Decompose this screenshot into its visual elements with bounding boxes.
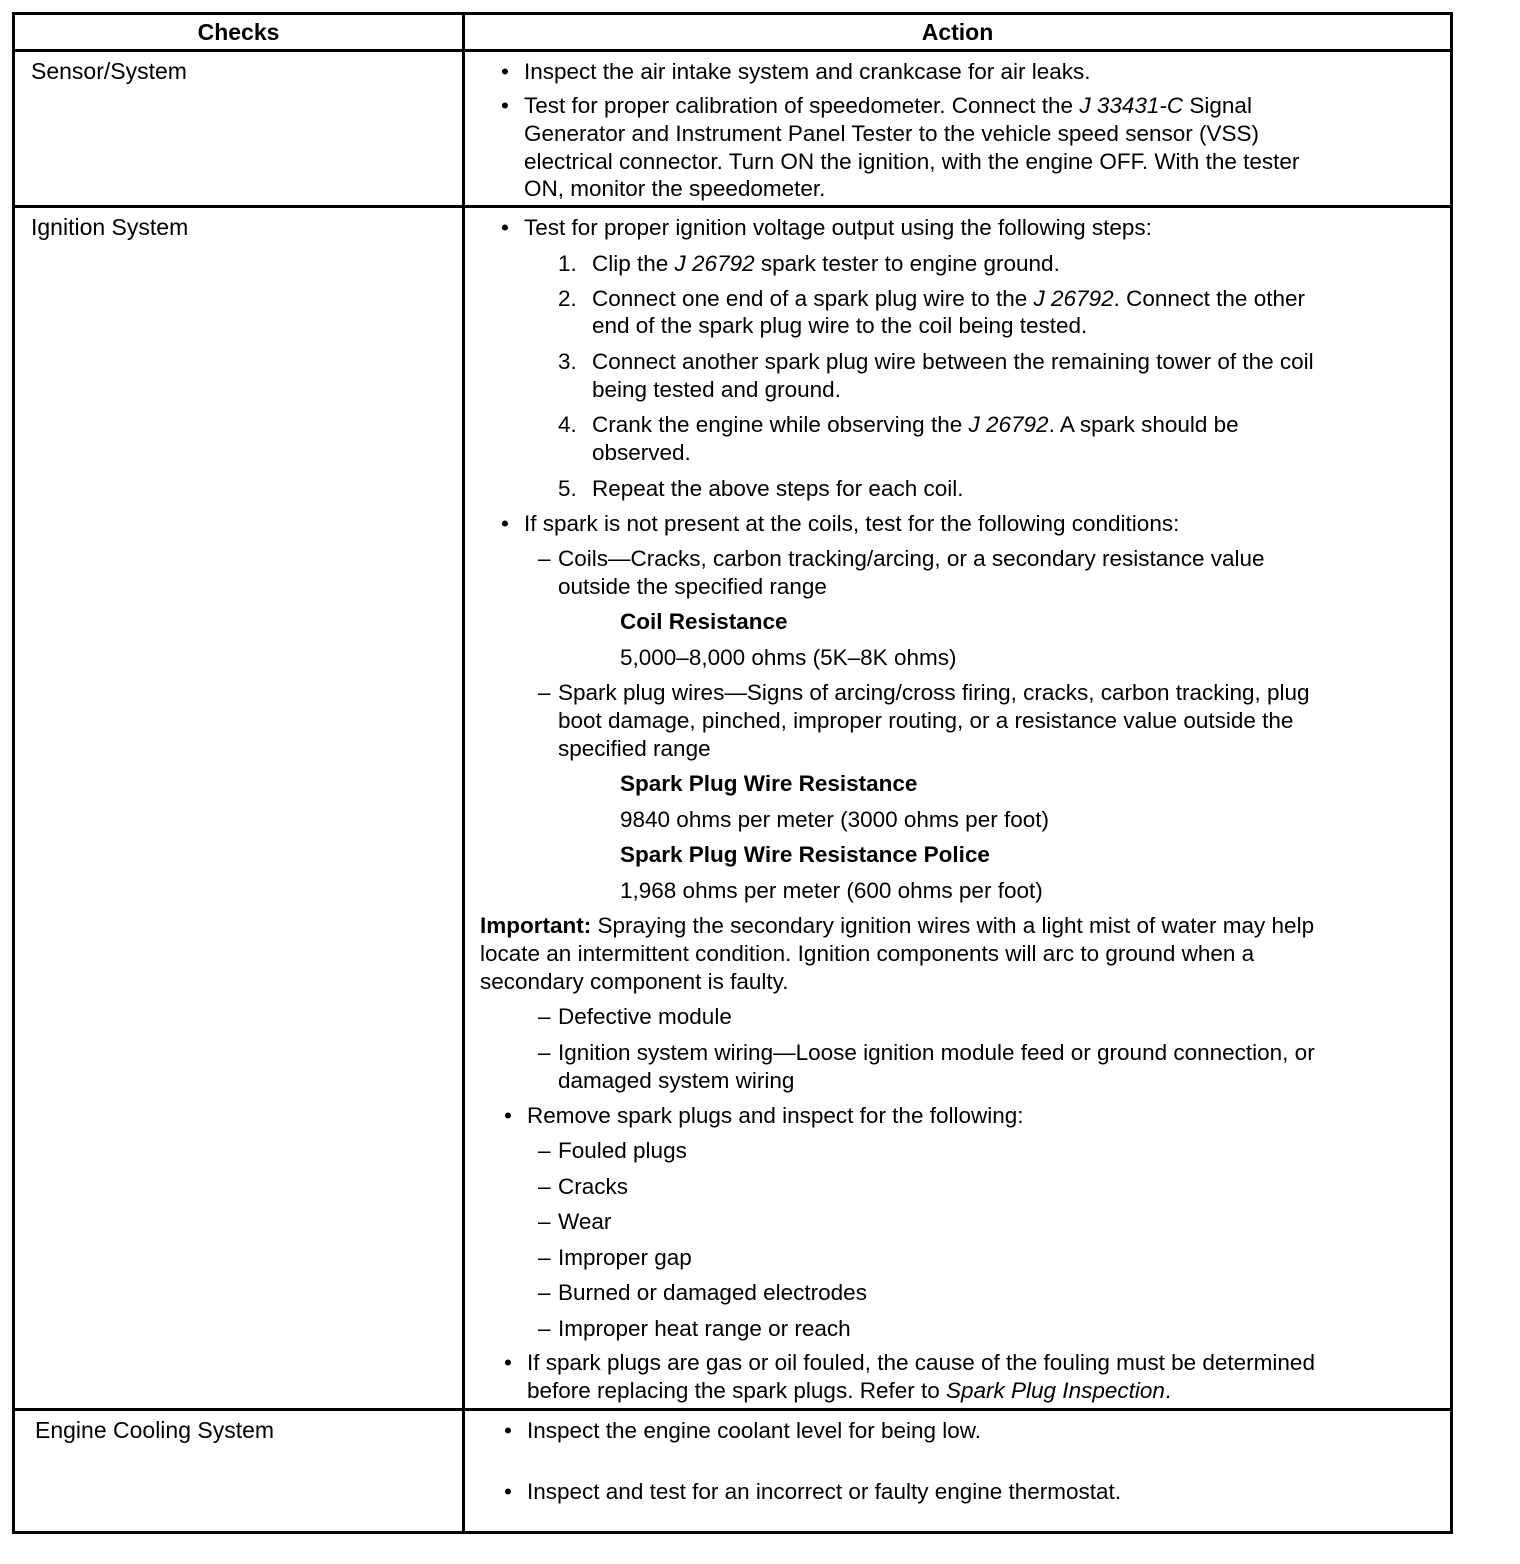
bullet-icon: •: [504, 1479, 512, 1504]
condition-text: outside the specified range: [558, 574, 827, 599]
check-sensor-system: Sensor/System: [31, 58, 187, 84]
action-text: Test for proper ignition voltage output using the following steps:: [524, 215, 1152, 240]
plug-item: Improper gap: [558, 1245, 692, 1270]
dash-icon: –: [538, 1004, 551, 1029]
plug-item: Burned or damaged electrodes: [558, 1280, 867, 1305]
step-number: 5.: [558, 476, 577, 501]
action-text: before replacing the spark plugs. Refer to Spark Plug Inspection.: [527, 1378, 1172, 1403]
action-text: Generator and Instrument Panel Tester to the vehicle speed sensor (VSS): [524, 121, 1259, 146]
condition-text: Defective module: [558, 1004, 732, 1029]
important-note: locate an intermittent condition. Ignition components will arc to ground when a: [480, 941, 1255, 966]
plug-item: Wear: [558, 1209, 612, 1234]
action-text: Inspect the air intake system and crankcase for air leaks.: [524, 59, 1091, 84]
step-number: 2.: [558, 286, 577, 311]
step-text: end of the spark plug wire to the coil being tested.: [592, 313, 1088, 338]
bullet-icon: •: [504, 1350, 512, 1375]
dash-icon: –: [538, 1138, 551, 1163]
spec-value: 5,000–8,000 ohms (5K–8K ohms): [620, 645, 957, 670]
bullet-icon: •: [501, 215, 509, 240]
dash-icon: –: [538, 680, 551, 705]
bullet-icon: •: [501, 93, 509, 118]
important-note: Important: Spraying the secondary ignition wires with a light mist of water may help: [480, 913, 1315, 938]
step-text: Connect one end of a spark plug wire to the J 26792. Connect the other: [592, 286, 1305, 311]
plug-item: Improper heat range or reach: [558, 1316, 851, 1341]
action-text: Inspect the engine coolant level for being low.: [527, 1418, 982, 1443]
step-text: Repeat the above steps for each coil.: [592, 476, 964, 501]
dash-icon: –: [538, 1040, 551, 1065]
condition-text: Coils—Cracks, carbon tracking/arcing, or a secondary resistance value: [558, 546, 1265, 571]
condition-text: Ignition system wiring—Loose ignition module feed or ground connection, or: [558, 1040, 1315, 1065]
row-divider: [12, 1408, 1453, 1411]
dash-icon: –: [538, 546, 551, 571]
spec-label: Spark Plug Wire Resistance Police: [620, 842, 990, 867]
step-text: being tested and ground.: [592, 377, 841, 402]
action-text: If spark is not present at the coils, test for the following conditions:: [524, 511, 1180, 536]
plug-item: Cracks: [558, 1174, 629, 1199]
header-action: Action: [921, 19, 994, 45]
tool-ref: J 26792: [1033, 286, 1114, 311]
dash-icon: –: [538, 1174, 551, 1199]
step-text: Connect another spark plug wire between the remaining tower of the coil: [592, 349, 1314, 374]
action-text: Inspect and test for an incorrect or faulty engine thermostat.: [527, 1479, 1122, 1504]
dash-icon: –: [538, 1280, 551, 1305]
step-text: Crank the engine while observing the J 26792. A spark should be: [592, 412, 1239, 437]
dash-icon: –: [538, 1209, 551, 1234]
condition-text: damaged system wiring: [558, 1068, 795, 1093]
spec-label: Coil Resistance: [620, 609, 788, 634]
step-number: 1.: [558, 251, 577, 276]
header-divider: [12, 49, 1453, 52]
condition-text: specified range: [558, 736, 711, 761]
important-label: Important:: [480, 913, 592, 938]
tool-ref: J 26792: [674, 251, 755, 276]
important-note: secondary component is faulty.: [480, 969, 789, 994]
check-ignition-system: Ignition System: [31, 214, 189, 240]
step-number: 4.: [558, 412, 577, 437]
bullet-icon: •: [504, 1418, 512, 1443]
condition-text: boot damage, pinched, improper routing, or a resistance value outside the: [558, 708, 1294, 733]
dash-icon: –: [538, 1245, 551, 1270]
column-divider: [462, 12, 465, 1534]
dash-icon: –: [538, 1316, 551, 1341]
step-text: Clip the J 26792 spark tester to engine ground.: [592, 251, 1060, 276]
header-checks: Checks: [197, 19, 280, 45]
bullet-icon: •: [501, 511, 509, 536]
spec-value: 1,968 ohms per meter (600 ohms per foot): [620, 878, 1043, 903]
tool-ref: J 33431-C: [1079, 93, 1184, 118]
bullet-icon: •: [504, 1103, 512, 1128]
action-text: Test for proper calibration of speedometer. Connect the J 33431-C Signal: [524, 93, 1252, 118]
spec-label: Spark Plug Wire Resistance: [620, 771, 918, 796]
spec-value: 9840 ohms per meter (3000 ohms per foot): [620, 807, 1049, 832]
bullet-icon: •: [501, 59, 509, 84]
step-text: observed.: [592, 440, 691, 465]
action-text: If spark plugs are gas or oil fouled, the cause of the fouling must be determined: [527, 1350, 1315, 1375]
step-number: 3.: [558, 349, 577, 374]
action-text: electrical connector. Turn ON the ignition, with the engine OFF. With the tester: [524, 149, 1300, 174]
check-engine-cooling-system: Engine Cooling System: [35, 1417, 275, 1443]
action-text: ON, monitor the speedometer.: [524, 176, 826, 201]
tool-ref: J 26792: [968, 412, 1049, 437]
row-divider: [12, 205, 1453, 208]
doc-reference: Spark Plug Inspection: [946, 1378, 1165, 1403]
plug-item: Fouled plugs: [558, 1138, 687, 1163]
action-text: Remove spark plugs and inspect for the following:: [527, 1103, 1024, 1128]
condition-text: Spark plug wires—Signs of arcing/cross firing, cracks, carbon tracking, plug: [558, 680, 1310, 705]
